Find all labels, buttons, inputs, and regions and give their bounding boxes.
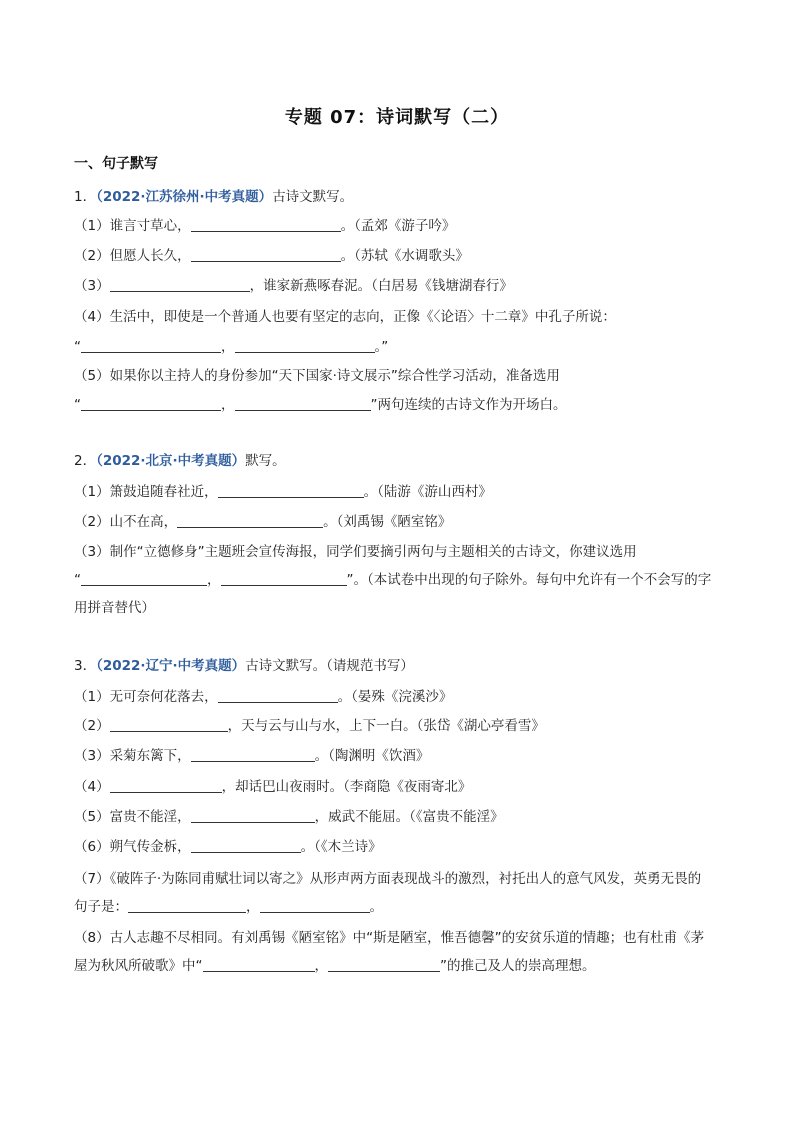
comma: ， [246, 899, 260, 915]
q1-item-5: （5）如果你以主持人的身份参加“天下国家·诗文展示”综合性学习活动，准备选用 [74, 368, 560, 384]
q2-prompt: 默写。 [245, 453, 286, 469]
q3-prompt: 古诗文默写。（请规范书写） [245, 658, 414, 674]
answer-blank[interactable] [203, 957, 315, 972]
answer-blank[interactable] [110, 717, 228, 732]
answer-blank[interactable] [191, 838, 301, 853]
q1-item-2-source: 。（苏轼《水调歌头》 [340, 248, 469, 264]
q1-item-3-source: ，谁家新燕啄春泥。（白居易《钱塘湖春行》 [249, 278, 513, 294]
answer-blank[interactable] [191, 747, 315, 762]
period: 。 [369, 899, 383, 915]
quote-mark: “ [74, 397, 81, 413]
answer-blank[interactable] [110, 277, 250, 292]
section-heading: 一、句子默写 [74, 156, 158, 172]
q2-item-3-blanks [74, 570, 711, 590]
q1-number: 1． [74, 189, 97, 205]
answer-blank[interactable] [235, 338, 375, 353]
q2-number: 2． [74, 453, 97, 469]
comma: ， [221, 397, 235, 413]
q3-item-5 [74, 807, 504, 827]
q3-source: （2022·辽宁·中考真题） [96, 658, 246, 674]
q1-item-4: （4）生活中，即使是一个普通人也要有坚定的志向，正像《〈论语〉十二章》中孔子所说： [74, 309, 616, 325]
q3-item-2 [74, 716, 545, 736]
q1-header [74, 187, 353, 207]
answer-blank[interactable] [128, 898, 246, 913]
q3-item-1-source: 。（晏殊《浣溪沙》 [337, 689, 453, 705]
q1-item-3-text: （3） [74, 278, 110, 294]
q2-item-3-note: 用拼音替代） [74, 600, 155, 616]
answer-blank[interactable] [218, 688, 338, 703]
q2-source: （2022·北京·中考真题） [96, 453, 246, 469]
answer-blank[interactable] [110, 778, 222, 793]
quote-mark: “ [74, 339, 81, 355]
q1-item-2-text: （2）但愿人长久， [74, 248, 191, 264]
quote-mark: “ [74, 572, 81, 588]
q3-header [74, 656, 414, 676]
q3-item-3-source: 。（陶渊明《饮酒》 [314, 748, 430, 764]
q1-item-5-tail: ”两句连续的古诗文作为开场白。 [370, 397, 567, 413]
q3-item-4-source: ，却话巴山夜雨时。（李商隐《夜雨寄北》 [221, 779, 472, 795]
answer-blank[interactable] [191, 808, 315, 823]
q3-number: 3． [74, 658, 97, 674]
q1-item-2 [74, 246, 469, 266]
q2-item-1 [74, 482, 492, 502]
answer-blank[interactable] [328, 957, 440, 972]
answer-blank[interactable] [191, 247, 341, 262]
q3-item-8-blanks [74, 956, 596, 976]
q2-item-3: （3）制作“立德修身”主题班会宣传海报，同学们要摘引两句与主题相关的古诗文，你建议选用 [74, 544, 637, 560]
page-title: 专题 07：诗词默写（二） [284, 107, 510, 128]
answer-blank[interactable] [218, 483, 364, 498]
q3-item-8-lead: 屋为秋风所破歌》中“ [74, 958, 203, 974]
q3-item-5-source: ，威武不能屈。（《富贵不能淫》 [314, 809, 504, 825]
q3-item-3 [74, 746, 429, 766]
q3-item-3-text: （3）采菊东篱下， [74, 748, 191, 764]
answer-blank[interactable] [191, 217, 341, 232]
q3-item-1 [74, 687, 452, 707]
comma: ， [207, 572, 221, 588]
q2-item-1-text: （1）箫鼓追随春社近， [74, 484, 218, 500]
answer-blank[interactable] [81, 571, 207, 586]
comma: ， [314, 958, 328, 974]
q1-item-1 [74, 216, 455, 236]
answer-blank[interactable] [81, 396, 221, 411]
q1-prompt: 古诗文默写。 [272, 189, 354, 205]
q1-item-1-text: （1）谁言寸草心， [74, 218, 191, 234]
q2-item-1-source: 。（陆游《游山西村》 [363, 484, 492, 500]
q2-header [74, 451, 286, 471]
q3-item-6-text: （6）朔气传金柝， [74, 839, 191, 855]
q3-item-7-lead: 句子是： [74, 899, 128, 915]
q3-item-5-text: （5）富贵不能淫， [74, 809, 191, 825]
q1-item-1-source: 。（孟郊《游子吟》 [340, 218, 456, 234]
comma: ， [221, 339, 235, 355]
q2-item-2-text: （2）山不在高， [74, 514, 178, 530]
q3-item-8: （8）古人志趣不尽相同。有刘禹锡《陋室铭》中“斯是陋室，惟吾德馨”的安贫乐道的情趣；也有杜甫《茅 [74, 930, 705, 946]
q3-item-8-tail: ”的推己及人的崇高理想。 [440, 958, 596, 974]
q3-item-7: （7）《破阵子·为陈同甫赋壮词以寄之》从形声两方面表现战斗的激烈，衬托出人的意气风发，英勇无畏的 [74, 871, 702, 887]
answer-blank[interactable] [235, 396, 371, 411]
q2-item-2 [74, 512, 451, 532]
answer-blank[interactable] [260, 898, 370, 913]
q3-item-4-text: （4） [74, 779, 110, 795]
quote-end: 。” [374, 339, 389, 355]
q2-item-2-source: 。（刘禹锡《陋室铭》 [323, 514, 452, 530]
q3-item-1-text: （1）无可奈何花落去， [74, 689, 218, 705]
q1-source: （2022·江苏徐州·中考真题） [96, 189, 273, 205]
q3-item-2-text: （2） [74, 718, 110, 734]
q1-item-3 [74, 276, 513, 296]
q3-item-6 [74, 837, 382, 857]
answer-blank[interactable] [177, 513, 323, 528]
answer-blank[interactable] [221, 571, 347, 586]
q3-item-4 [74, 777, 471, 797]
q3-item-6-source: 。（《木兰诗》 [300, 839, 382, 855]
answer-blank[interactable] [81, 338, 221, 353]
q1-item-4-blanks [74, 337, 388, 357]
q3-item-2-source: ，天与云与山与水，上下一白。（张岱《湖心亭看雪》 [227, 718, 545, 734]
q1-item-5-blanks [74, 395, 567, 415]
q3-item-7-blanks [74, 897, 383, 917]
q2-item-3-tail: ”。（本试卷中出现的句子除外。每句中允许有一个不会写的字 [346, 572, 712, 588]
